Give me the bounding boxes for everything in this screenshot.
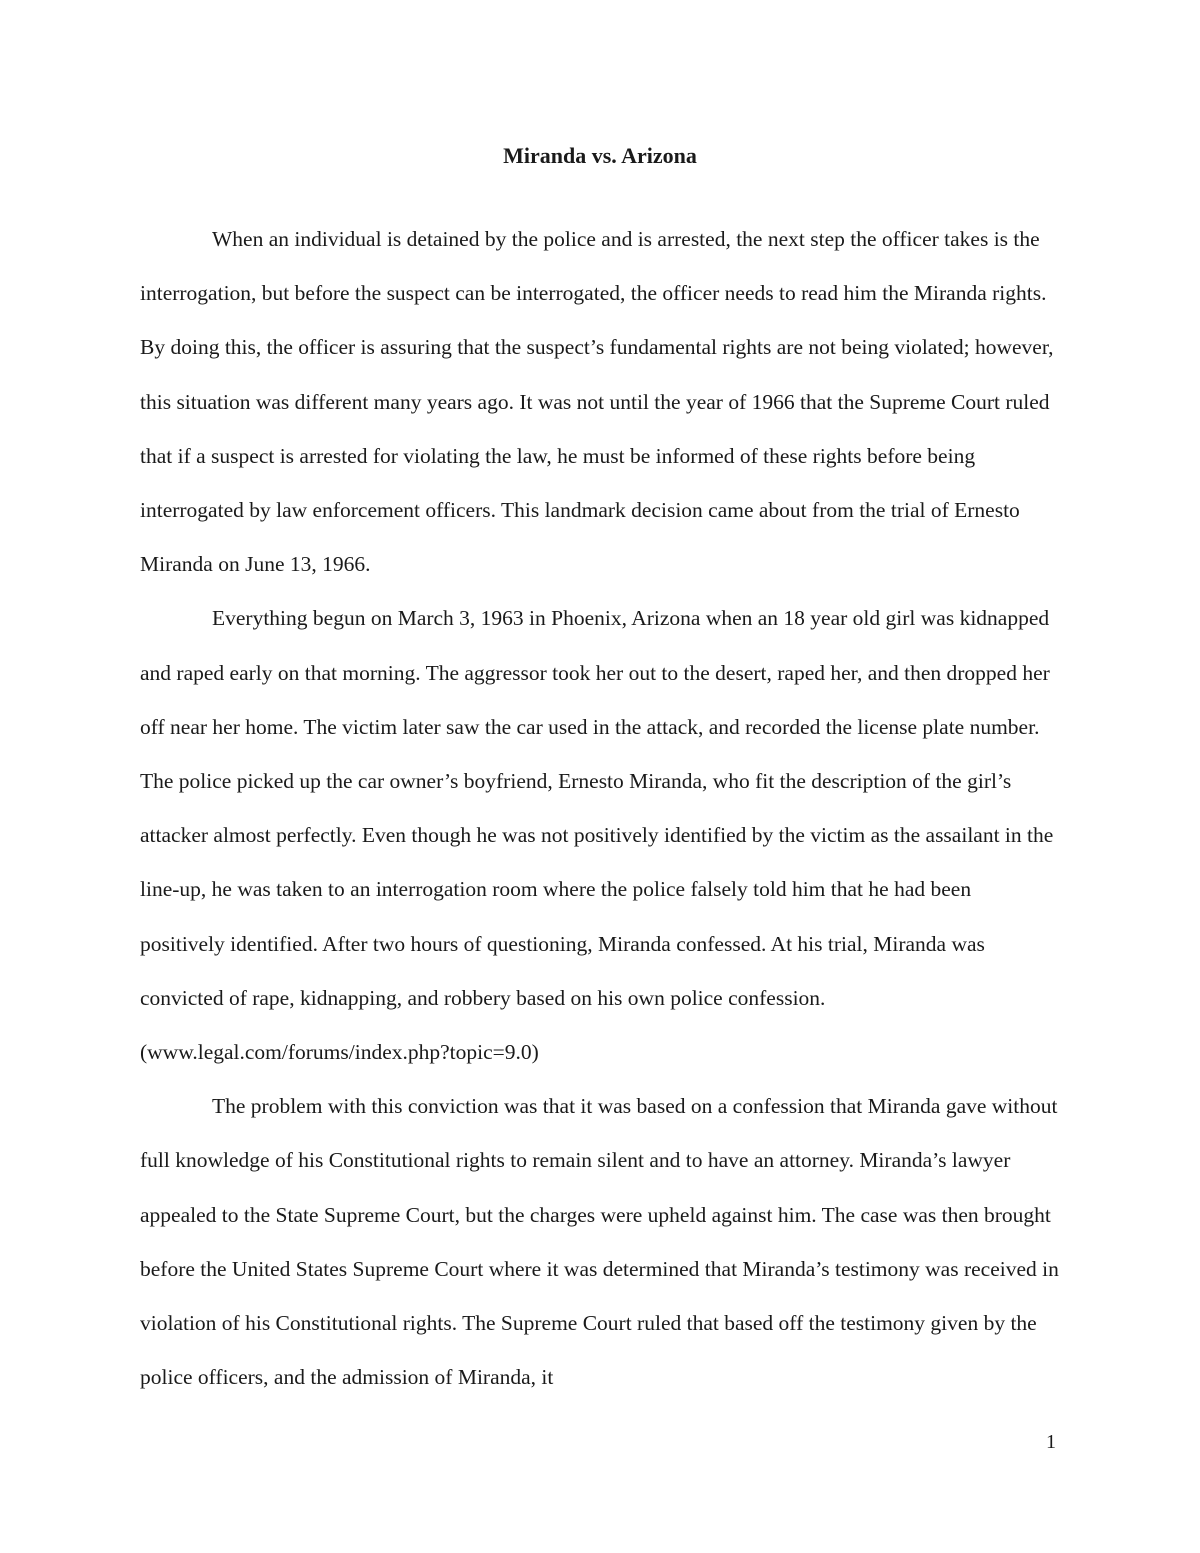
paragraph-1: When an individual is detained by the police and is arrested, the next step the officer takes is the interrogation, but before the suspect can be interrogated, the officer needs to read him the Miranda rights. By doing this, the officer is assuring that the suspect’s fundamental rights are not being violated; however, this situation was different many years ago. It was not until the year of 1966 that the Supreme Court ruled that if a suspect is arrested for violating the law, he must be informed of these rights before being interrogated by law enforcement officers. This landmark decision came about from the trial of Ernesto Miranda on June 13, 1966. (140, 227, 1054, 577)
document-title: Miranda vs. Arizona (503, 143, 697, 168)
paragraph-3: The problem with this conviction was that it was based on a confession that Miranda gave without full knowledge of his Constitutional rights to remain silent and to have an attorney. Miranda’s lawyer appealed to the State Supreme Court, but the charges were upheld against him. The case was then brought before the United States Supreme Court where it was determined that Miranda’s testimony was received in violation of his Constitutional rights. The Supreme Court ruled that based off the testimony given by the police officers, and the admission of Miranda, it (140, 1094, 1059, 1390)
document-body (140, 212, 1060, 1404)
paragraph-2: Everything begun on March 3, 1963 in Phoenix, Arizona when an 18 year old girl was kidnapped and raped early on that morning. The aggressor took her out to the desert, raped her, and then dropped her off near her home. The victim later saw the car used in the attack, and recorded the license plate number. The police picked up the car owner’s boyfriend, Ernesto Miranda, who fit the description of the girl’s attacker almost perfectly. Even though he was not positively identified by the victim as the assailant in the line-up, he was taken to an interrogation room where the police falsely told him that he had been positively identified. After two hours of questioning, Miranda confessed. At his trial, Miranda was convicted of rape, kidnapping, and robbery based on his own police confession. (www.legal.com/forums/index.php?topic=9.0) (140, 606, 1054, 1065)
page-number: 1 (1046, 1431, 1056, 1453)
